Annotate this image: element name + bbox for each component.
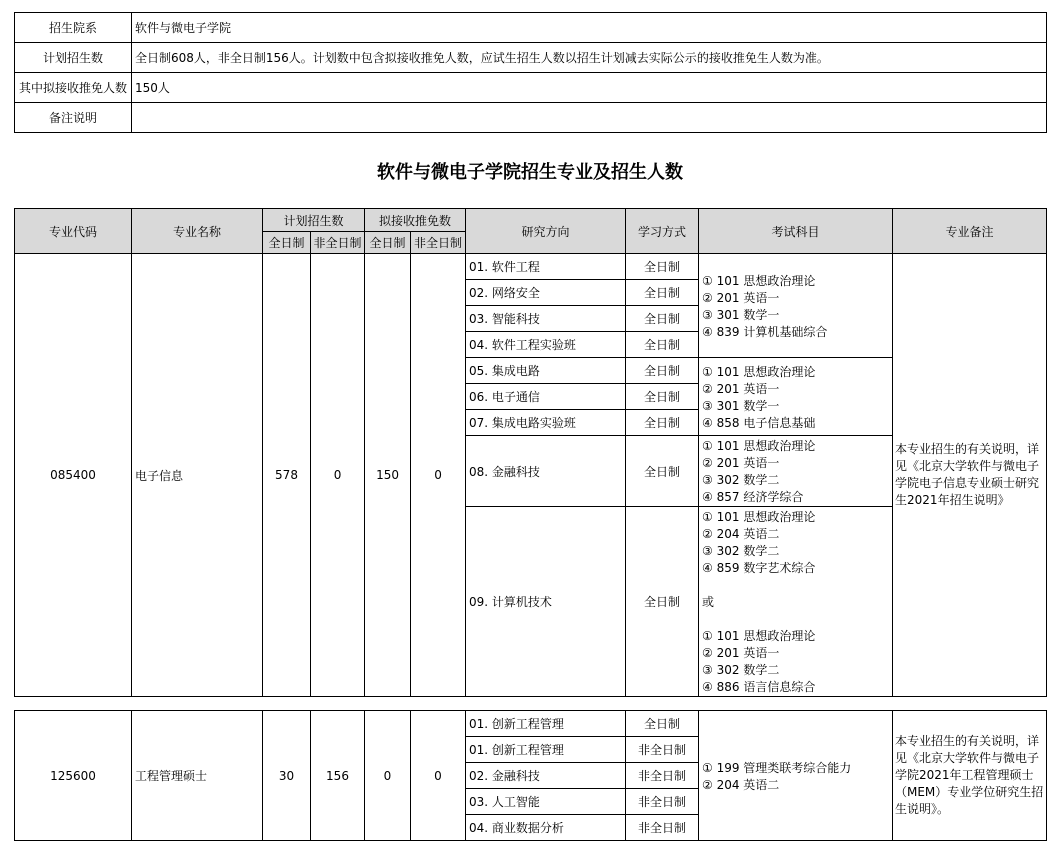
plan-value: 全日制608人，非全日制156人。计划数中包含拟接收推免人数，应试生招生人数以招生计划减去实际公示的接收推免生人数为准。 [132,43,1047,73]
plan-parttime: 156 [311,711,365,841]
header-code: 专业代码 [15,209,132,254]
exam-cell [699,507,893,697]
exam-line: ② 204 英语二 [702,527,780,541]
remark-value [132,103,1047,133]
major-remark: 本专业招生的有关说明，详见《北京大学软件与微电子学院电子信息专业硕士研究生2021年招生说明》 [893,254,1047,697]
exam-line: ① 101 思想政治理论 [702,629,816,643]
header-plan-parttime: 非全日制 [311,232,365,254]
mode-cell: 全日制 [626,306,699,332]
exam-line [702,611,889,628]
majors-table-2 [14,710,1047,841]
direction-cell: 01. 创新工程管理 [466,711,626,737]
major-code: 085400 [15,254,132,697]
exempt-value: 150人 [132,73,1047,103]
header-plan-fulltime: 全日制 [263,232,311,254]
mode-cell: 全日制 [626,711,699,737]
exam-line: ① 101 思想政治理论 [702,439,816,453]
direction-cell: 05. 集成电路 [466,358,626,384]
mode-cell: 非全日制 [626,789,699,815]
header-plan: 计划招生数 [263,209,365,232]
header-direction: 研究方向 [466,209,626,254]
page-title: 软件与微电子学院招生专业及招生人数 [377,162,683,183]
exam-line: ③ 302 数学二 [702,544,780,558]
header-mode: 学习方式 [626,209,699,254]
exam-line: ② 201 英语一 [702,290,780,305]
direction-cell: 03. 人工智能 [466,789,626,815]
exam-or: 或 [702,595,715,609]
exempt-fulltime: 150 [365,254,411,697]
header-name: 专业名称 [132,209,263,254]
mode-cell: 全日制 [626,384,699,410]
exam-line: ④ 839 计算机基础综合 [702,324,828,339]
exam-line: ④ 857 经济学综合 [702,490,804,504]
direction-cell: 09. 计算机技术 [466,507,626,697]
exam-line: ② 204 英语二 [702,777,780,792]
remark-label: 备注说明 [15,103,132,133]
plan-parttime: 0 [311,254,365,697]
admission-info-table [14,12,1047,133]
exam-line: ① 101 思想政治理论 [702,364,816,379]
mode-cell: 全日制 [626,332,699,358]
mode-cell: 非全日制 [626,737,699,763]
exam-line: ③ 301 数学一 [702,307,780,322]
exam-cell [699,254,893,358]
direction-cell: 04. 商业数据分析 [466,815,626,841]
header-exempt-fulltime: 全日制 [365,232,411,254]
exempt-parttime: 0 [411,254,466,697]
exempt-label: 其中拟接收推免人数 [15,73,132,103]
major-name: 工程管理硕士 [132,711,263,841]
direction-cell: 07. 集成电路实验班 [466,410,626,436]
major-remark: 本专业招生的有关说明，详见《北京大学软件与微电子学院2021年工程管理硕士（MEM）专业学位研究生招生说明》。 [893,711,1047,841]
exam-line: ① 101 思想政治理论 [702,510,816,524]
dept-label: 招生院系 [15,13,132,43]
exam-line: ④ 859 数字艺术综合 [702,561,816,575]
header-exempt: 拟接收推免数 [365,209,466,232]
exam-line: ④ 858 电子信息基础 [702,415,816,430]
exam-line: ② 201 英语一 [702,646,780,660]
mode-cell: 非全日制 [626,815,699,841]
major-name: 电子信息 [132,254,263,697]
direction-cell: 06. 电子通信 [466,384,626,410]
exam-line: ③ 302 数学二 [702,663,780,677]
direction-cell: 04. 软件工程实验班 [466,332,626,358]
mode-cell: 非全日制 [626,763,699,789]
mode-cell: 全日制 [626,358,699,384]
plan-fulltime: 30 [263,711,311,841]
exam-line: ② 201 英语一 [702,381,780,396]
direction-cell: 01. 软件工程 [466,254,626,280]
mode-cell: 全日制 [626,280,699,306]
direction-cell: 08. 金融科技 [466,436,626,507]
header-exempt-parttime: 非全日制 [411,232,466,254]
header-remark: 专业备注 [893,209,1047,254]
mode-cell: 全日制 [626,410,699,436]
exempt-parttime: 0 [411,711,466,841]
majors-table [14,208,1047,697]
dept-value: 软件与微电子学院 [132,13,1047,43]
header-exam: 考试科目 [699,209,893,254]
mode-cell: 全日制 [626,436,699,507]
exam-line: ① 101 思想政治理论 [702,273,816,288]
exam-line: ③ 302 数学二 [702,473,780,487]
direction-cell: 01. 创新工程管理 [466,737,626,763]
plan-label: 计划招生数 [15,43,132,73]
major-code: 125600 [15,711,132,841]
mode-cell: 全日制 [626,507,699,697]
mode-cell: 全日制 [626,254,699,280]
exam-line [702,577,889,594]
plan-fulltime: 578 [263,254,311,697]
direction-cell: 02. 网络安全 [466,280,626,306]
exam-line: ① 199 管理类联考综合能力 [702,760,852,775]
exempt-fulltime: 0 [365,711,411,841]
direction-cell: 02. 金融科技 [466,763,626,789]
exam-cell [699,358,893,436]
exam-line: ② 201 英语一 [702,456,780,470]
exam-cell [699,711,893,841]
direction-cell: 03. 智能科技 [466,306,626,332]
exam-line: ④ 886 语言信息综合 [702,680,816,694]
exam-line: ③ 301 数学一 [702,398,780,413]
exam-cell [699,436,893,507]
